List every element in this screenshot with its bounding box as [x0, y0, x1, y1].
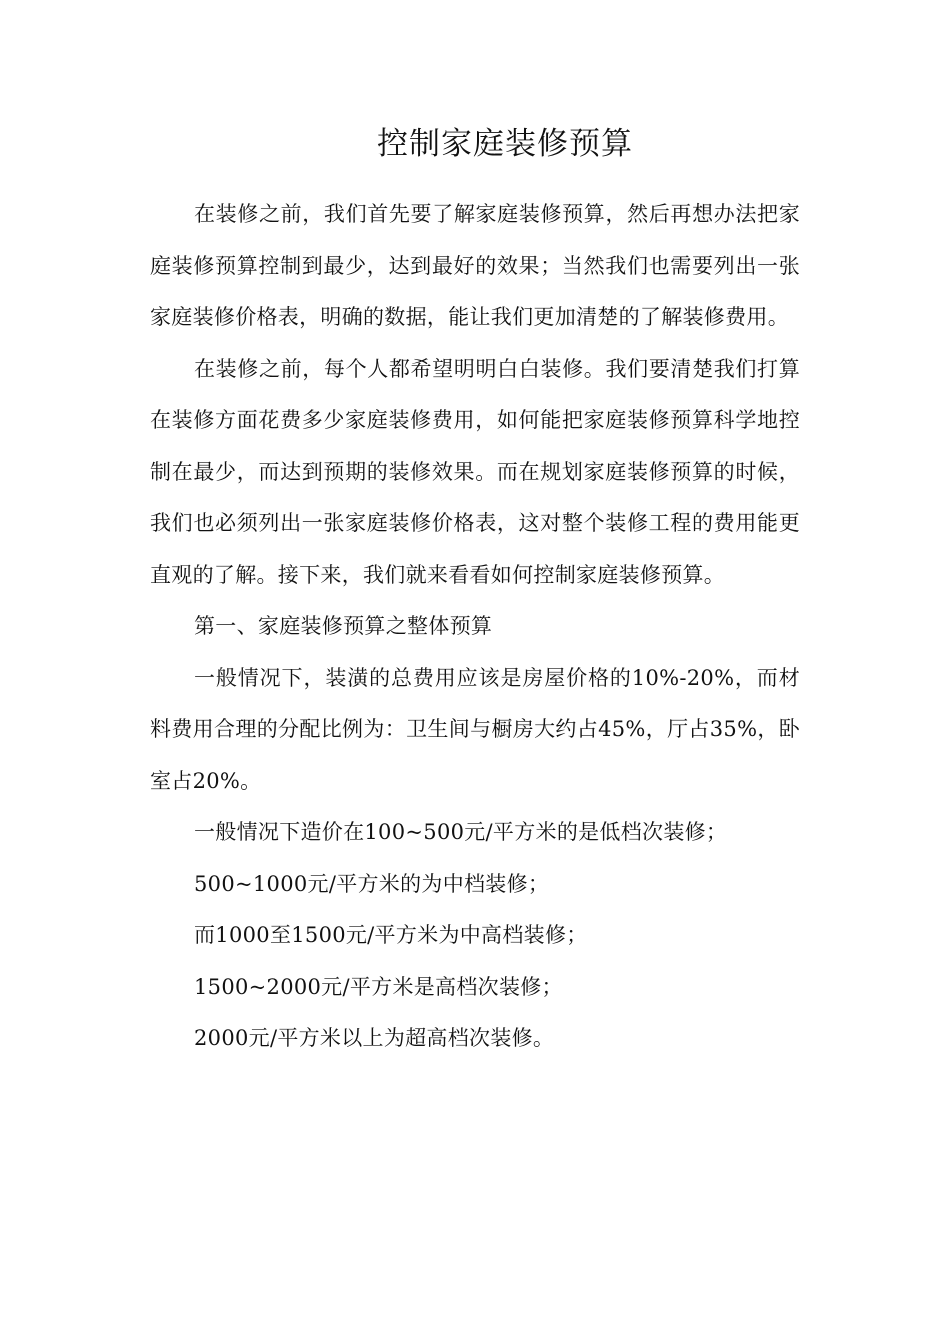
price-tier-ultra-high: 2000元/平方米以上为超高档次装修。: [194, 1026, 555, 1050]
section-heading-overall-budget: 第一、家庭装修预算之整体预算: [194, 614, 493, 638]
price-tier-mid: 500~1000元/平方米的为中档装修；: [194, 871, 550, 896]
paragraph-cost-ratio: 一般情况下，装潢的总费用应该是房屋价格的10%-20%，而材料费用合理的分配比例为：卫生间与橱房大约占45%，厅占35%，卧室占20%。: [150, 665, 800, 793]
price-tier-low: 一般情况下造价在100~500元/平方米的是低档次装修；: [194, 820, 728, 844]
paragraph-intro: 在装修之前，我们首先要了解家庭装修预算，然后再想办法把家庭装修预算控制到最少，达到最好的效果；当然我们也需要列出一张家庭装修价格表，明确的数据，能让我们更加清楚的了解装修费用。: [150, 202, 800, 329]
price-tier-high: 1500~2000元/平方米是高档次装修；: [194, 974, 563, 999]
document-body: [150, 189, 800, 1065]
paragraph-planning: 在装修之前，每个人都希望明明白白装修。我们要清楚我们打算在装修方面花费多少家庭装修费用，如何能把家庭装修预算科学地控制在最少，而达到预期的装修效果。而在规划家庭装修预算的时候，我们也必须列出一张家庭装修价格表，这对整个装修工程的费用能更直观的了解。接下来，我们就来看看如何控制家庭装修预算。: [150, 356, 800, 587]
document-title: 控制家庭装修预算: [377, 126, 633, 162]
price-tier-mid-high: 而1000至1500元/平方米为中高档装修；: [194, 923, 588, 947]
